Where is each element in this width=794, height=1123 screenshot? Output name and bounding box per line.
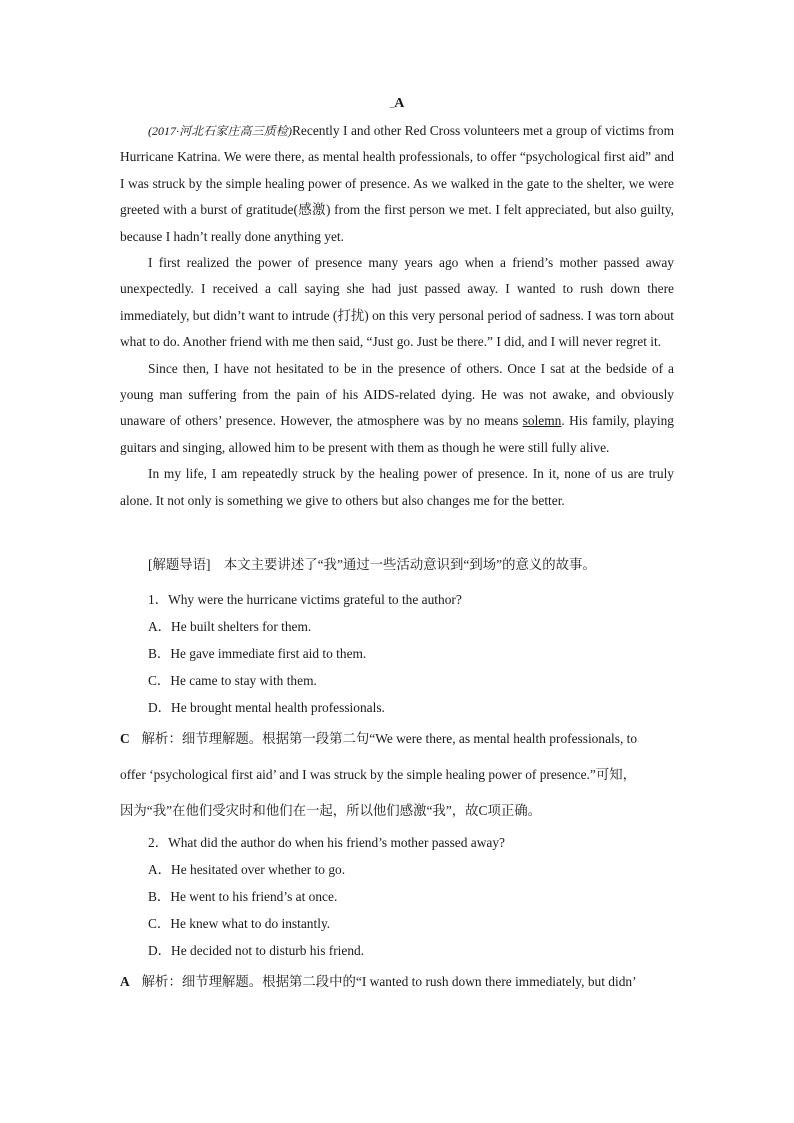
answer-letter: A [120, 974, 130, 989]
passage-paragraph-3: Since then, I have not hesitated to be in the presence of others. Once I sat at the bedside of a young man suffering from the pain of his AIDS-related dying. He was not awake, and obviously unaware of others’ presence. However, the atmosphere was by no means solemn. His family, playing guitars and singing, allowed him to be present with them as though he were still fully alive. [120, 360, 674, 455]
answer-2 [120, 964, 680, 1000]
option-b: B．He gave immediate first aid to them. [148, 646, 367, 661]
explanation-line: offer ‘psychological first aid’ and I was struck by the simple healing power of presence.”可知， [120, 767, 636, 782]
answer-letter: C [120, 731, 130, 746]
reading-passage [120, 118, 674, 514]
heading-mark: _ [389, 99, 395, 109]
option-c: C．He knew what to do instantly. [148, 916, 331, 931]
option-b: B．He went to his friend’s at once. [148, 889, 338, 904]
explanation-line: 解析：细节理解题。根据第一段第二句“We were there, as mental health professionals, to [141, 731, 638, 746]
option-d: D．He decided not to disturb his friend. [148, 943, 365, 958]
passage-source: (2017·河北石家庄高三质检) [148, 124, 292, 138]
option-a: A．He hesitated over whether to go. [148, 862, 346, 877]
passage-paragraph-2: I first realized the power of presence many years ago when a friend’s mother passed away unexpectedly. I received a call saying she had just passed away. I wanted to rush down there immediately, but didn’t want to intrude (打扰) on this very personal period of sadness. I was torn about what to do. Another friend with me then said, “Just go. Just be there.” I did, and I will never regret it. [120, 255, 674, 350]
question-stem: 1．Why were the hurricane victims grateful to the author? [148, 592, 462, 607]
passage-paragraph-4: In my life, I am repeatedly struck by the healing power of presence. In it, none of us are truly alone. It not only is something we give to others but also changes me for the better. [120, 466, 674, 508]
explanation-line: 因为“我”在他们受灾时和他们在一起，所以他们感激“我”，故C项正确。 [120, 803, 542, 818]
explanation-line: 解析：细节理解题。根据第二段中的“I wanted to rush down there immediately, but didn’ [141, 974, 637, 989]
option-a: A．He built shelters for them. [148, 619, 312, 634]
question-2 [148, 829, 674, 964]
solution-guide: [解题导语] 本文主要讲述了“我”通过一些活动意识到“到场”的意义的故事。 [148, 557, 596, 572]
answer-1 [120, 721, 680, 829]
passage-paragraph-1: (2017·河北石家庄高三质检)Recently I and other Red Cross volunteers met a group of victims from Hurricane Katrina. We were there, as mental health professionals, to offer “psychological first aid” and I was struck by the simple healing power of presence. As we walked in the gate to the shelter, we were greeted with a burst of gratitude(感激) from the first person we met. I felt appreciated, but also guilty, because I hadn’t really done anything yet. [120, 123, 674, 244]
heading-label: A [394, 96, 405, 111]
question-stem: 2．What did the author do when his friend’s mother passed away? [148, 835, 505, 850]
section-heading [0, 96, 794, 112]
underlined-word: solemn [522, 413, 562, 429]
question-1 [148, 586, 674, 721]
option-d: D．He brought mental health professionals. [148, 700, 385, 715]
option-c: C．He came to stay with them. [148, 673, 317, 688]
